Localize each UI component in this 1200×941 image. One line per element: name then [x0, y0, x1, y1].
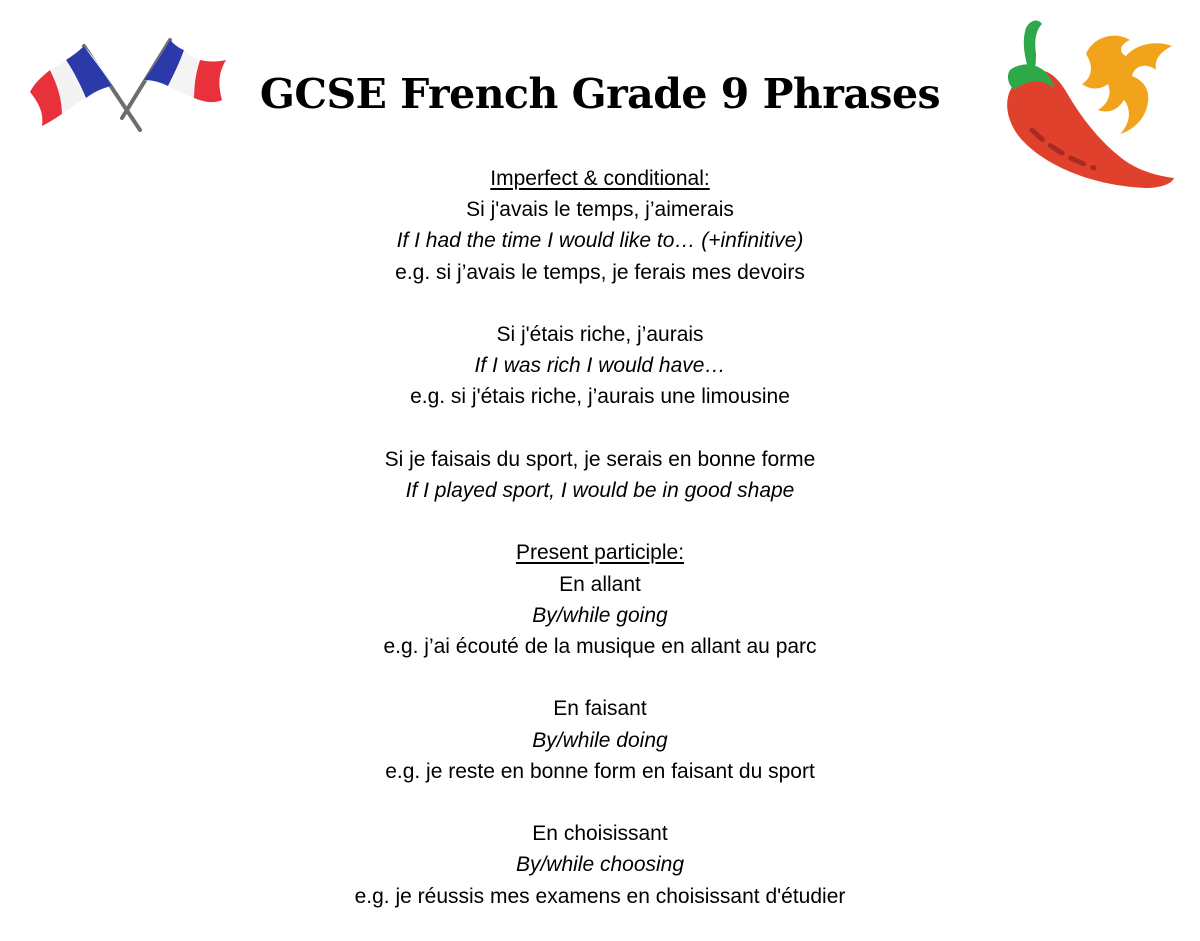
phrase-group	[0, 444, 1200, 506]
french-phrase: En allant	[559, 572, 641, 596]
french-phrase: Si j'avais le temps, j’aimerais	[466, 198, 734, 222]
english-translation: If I played sport, I would be in good shape	[405, 479, 795, 502]
section-heading: Imperfect & conditional:	[490, 167, 710, 190]
section-present-participle	[0, 537, 1200, 911]
english-translation: If I was rich I would have…	[474, 354, 726, 378]
phrase-list	[0, 163, 1200, 912]
section-imperfect-conditional	[0, 163, 1200, 506]
example-sentence: e.g. j’ai écouté de la musique en allant au parc	[383, 635, 817, 658]
page-title: GCSE French Grade 9 Phrases	[259, 70, 941, 118]
phrase-group	[0, 319, 1200, 413]
example-sentence: e.g. si j’avais le temps, je ferais mes devoirs	[395, 260, 805, 284]
example-sentence: e.g. je réussis mes examens en choisissant d'étudier	[354, 884, 846, 908]
french-phrase: Si j'étais riche, j’aurais	[496, 323, 704, 346]
example-sentence: e.g. si j'étais riche, j’aurais une limousine	[410, 385, 790, 409]
english-translation: By/while going	[532, 603, 668, 627]
example-sentence: e.g. je reste en bonne form en faisant du sport	[385, 759, 815, 783]
english-translation: If I had the time I would like to… (+infinitive)	[396, 229, 804, 253]
phrase-group	[0, 194, 1200, 288]
phrase-group	[0, 818, 1200, 912]
phrase-group	[0, 569, 1200, 663]
english-translation: By/while doing	[532, 728, 668, 752]
english-translation: By/while choosing	[515, 853, 685, 877]
phrase-group	[0, 693, 1200, 787]
french-phrase: En choisissant	[532, 822, 668, 846]
section-heading: Present participle:	[515, 541, 685, 565]
french-phrase: En faisant	[553, 697, 647, 721]
french-phrase: Si je faisais du sport, je serais en bonne forme	[384, 447, 816, 471]
